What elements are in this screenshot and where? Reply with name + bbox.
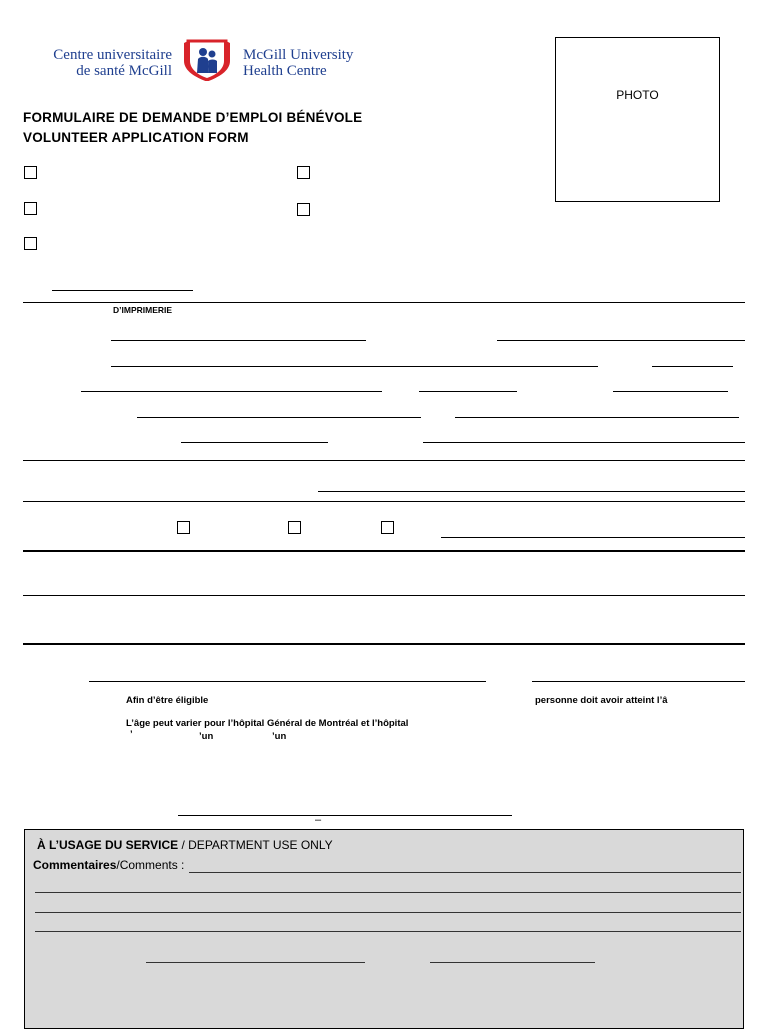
eligibility-note-3a: ’ <box>130 729 133 740</box>
signature-line[interactable] <box>178 815 512 816</box>
field-line[interactable] <box>423 442 745 443</box>
comments-label-rest: /Comments : <box>116 858 185 872</box>
checkbox-2[interactable] <box>297 166 310 179</box>
logo-en-line2: Health Centre <box>243 63 327 79</box>
signature-dash: – <box>315 814 322 826</box>
photo-label: PHOTO <box>616 88 659 102</box>
field-line[interactable] <box>497 340 745 341</box>
department-field-line[interactable] <box>146 962 365 963</box>
comments-line[interactable] <box>35 892 741 893</box>
logo-fr-line1: Centre universitaire <box>53 47 172 63</box>
section-divider <box>23 302 745 303</box>
field-line[interactable] <box>23 595 745 596</box>
department-use-box <box>24 829 744 1029</box>
field-line[interactable] <box>23 460 745 461</box>
checkbox-5[interactable] <box>24 237 37 250</box>
field-line[interactable] <box>652 366 733 367</box>
form-title-en: VOLUNTEER APPLICATION FORM <box>23 130 249 145</box>
logo-text-en <box>243 47 403 79</box>
field-line[interactable] <box>441 537 745 538</box>
comments-line[interactable] <box>189 872 741 873</box>
eligibility-note-2: L’âge peut varier pour l’hôpital Général de Montréal et l’hôpital <box>126 718 409 729</box>
field-line[interactable] <box>137 417 421 418</box>
field-line[interactable] <box>532 681 745 682</box>
eligibility-note-right: personne doit avoir atteint l’â <box>535 695 668 706</box>
comments-label-bold: Commentaires <box>33 858 117 872</box>
field-line[interactable] <box>318 491 745 492</box>
logo-text-fr <box>22 47 172 79</box>
field-line[interactable] <box>419 391 517 392</box>
comments-line[interactable] <box>35 912 741 913</box>
department-field-line[interactable] <box>430 962 595 963</box>
checkbox-8[interactable] <box>381 521 394 534</box>
muhc-shield-logo-icon <box>182 39 232 81</box>
checkbox-7[interactable] <box>288 521 301 534</box>
field-line[interactable] <box>81 391 382 392</box>
department-heading <box>37 838 333 852</box>
department-heading-bold: À L’USAGE DU SERVICE <box>37 838 179 852</box>
print-note: D’IMPRIMERIE <box>113 305 173 315</box>
logo-fr-line2: de santé McGill <box>76 63 172 79</box>
eligibility-note-left: Afin d’être éligible <box>126 695 209 706</box>
checkbox-6[interactable] <box>177 521 190 534</box>
checkbox-3[interactable] <box>24 202 37 215</box>
field-line[interactable] <box>613 391 728 392</box>
field-line[interactable] <box>111 340 366 341</box>
section-divider <box>23 643 745 645</box>
field-line[interactable] <box>181 442 328 443</box>
section-divider <box>23 550 745 552</box>
eligibility-note-3c: ’un <box>272 731 287 742</box>
field-line[interactable] <box>455 417 739 418</box>
checkbox-4[interactable] <box>297 203 310 216</box>
photo-box[interactable] <box>555 37 720 202</box>
comments-label <box>33 858 184 872</box>
comments-line[interactable] <box>35 931 741 932</box>
department-heading-rest: / DEPARTMENT USE ONLY <box>178 838 333 852</box>
section-divider <box>23 501 745 502</box>
logo-en-line1: McGill University <box>243 47 354 63</box>
form-title-fr: FORMULAIRE DE DEMANDE D’EMPLOI BÉNÉVOLE <box>23 110 363 125</box>
field-line[interactable] <box>111 366 598 367</box>
date-field-line[interactable] <box>52 290 193 291</box>
checkbox-1[interactable] <box>24 166 37 179</box>
eligibility-note-3b: ’un <box>199 731 214 742</box>
field-line[interactable] <box>89 681 486 682</box>
